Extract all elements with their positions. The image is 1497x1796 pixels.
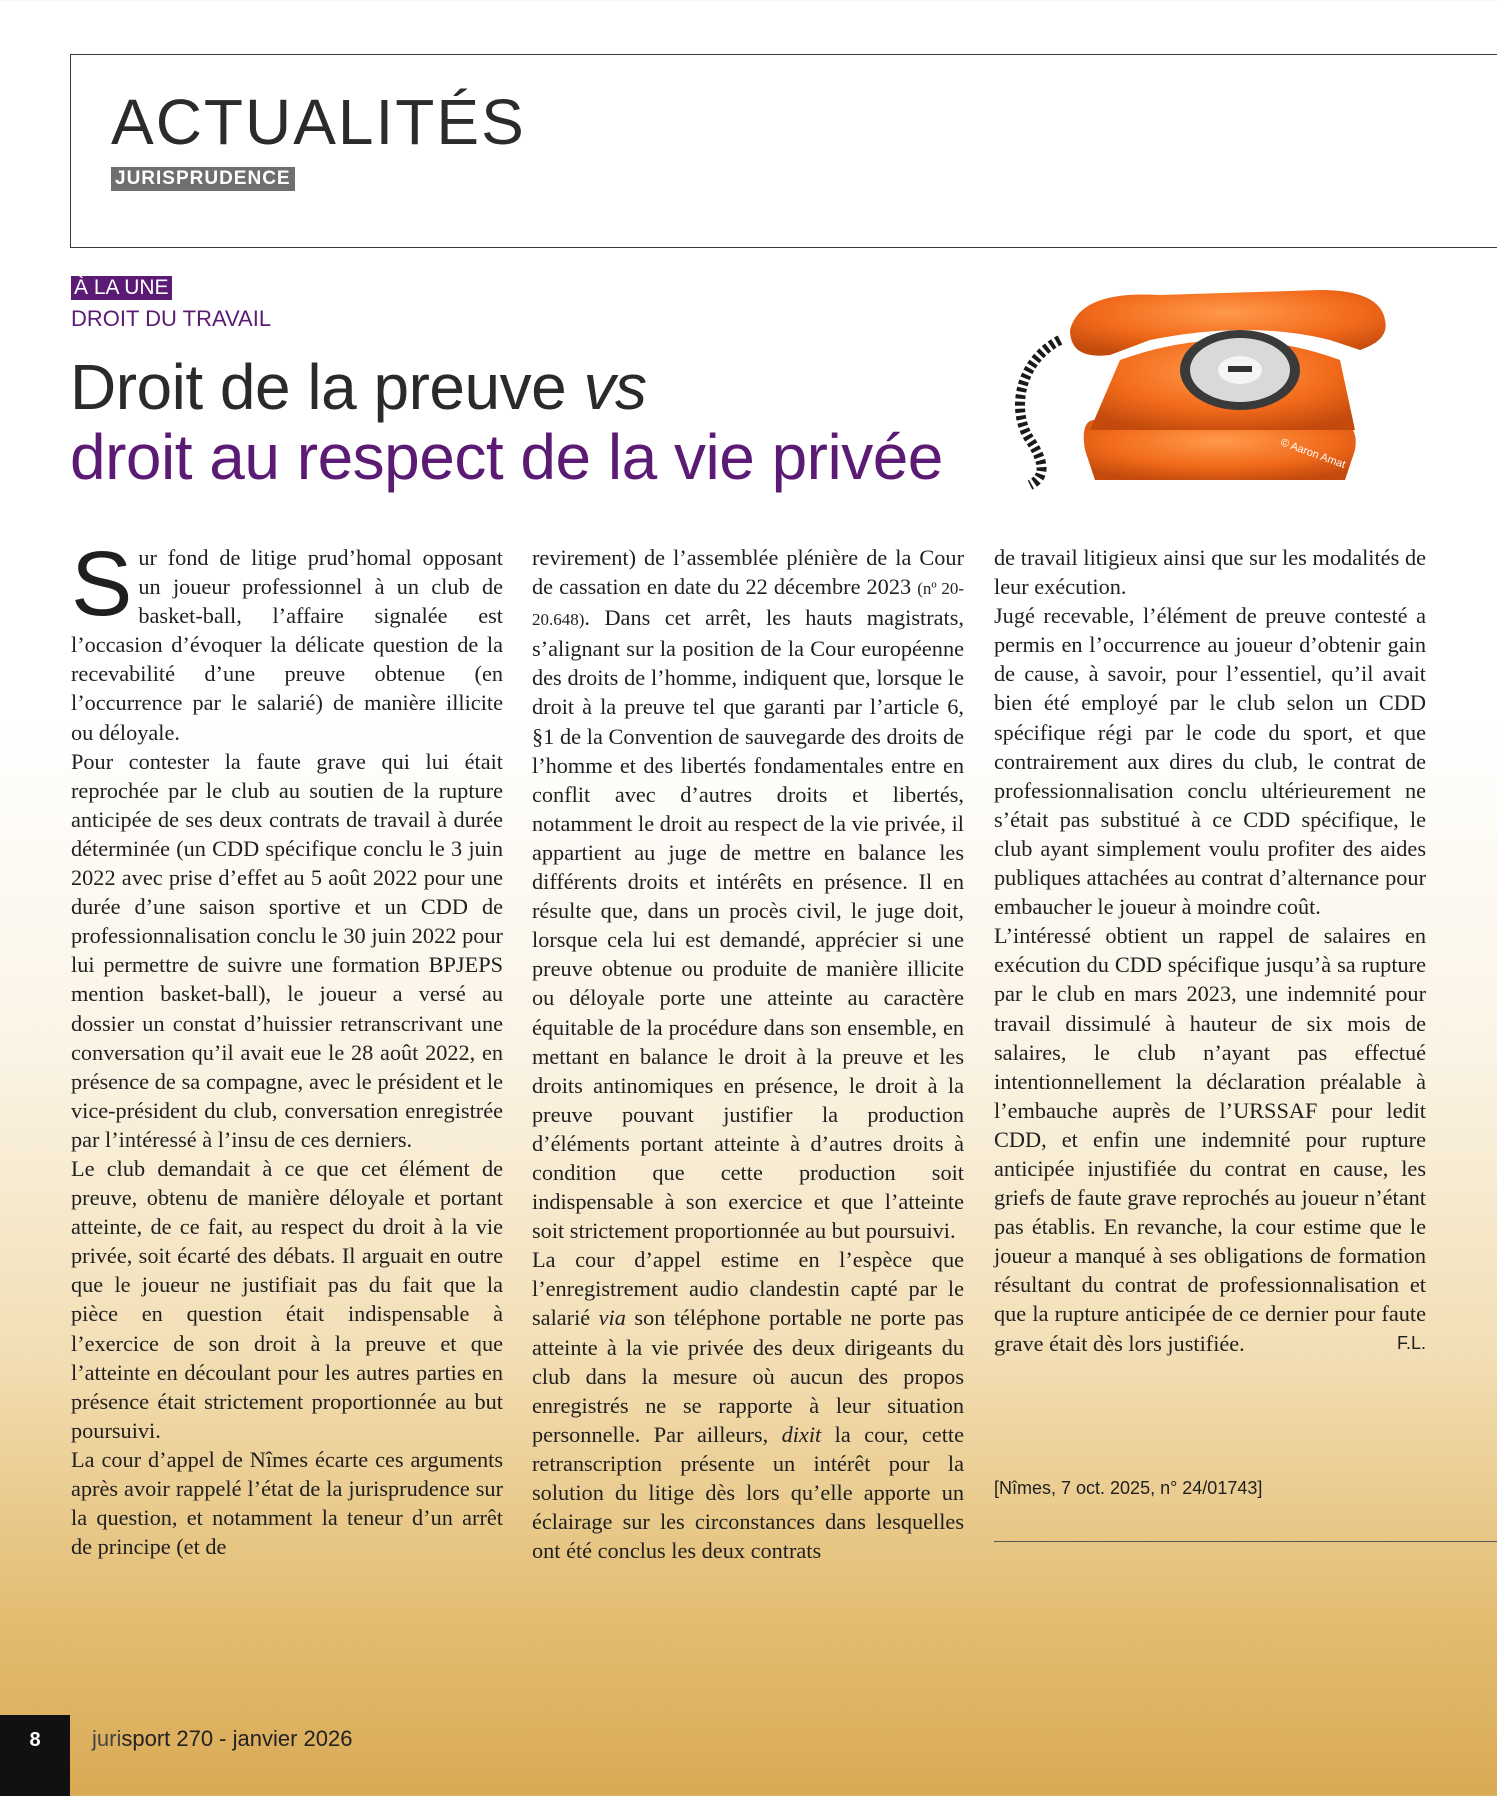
case-reference: [Nîmes, 7 oct. 2025, n° 24/01743]: [994, 1478, 1263, 1498]
section-tag: JURISPRUDENCE: [111, 167, 295, 191]
article-column-3: [994, 543, 1426, 1358]
author-signature: F.L.: [1396, 1332, 1426, 1353]
article-title: [70, 352, 970, 492]
paragraph: Jugé recevable, l’élément de preuve contesté a permis en l’occurrence au joueur d’obtenir gain de cause, à savoir, pour l’essentiel, qu’il avait bien été employé par le club selon un CDD spécifique régi par le code du sport, et que contrairement aux dires du club, le contrat de professionnalisation conclu ultérieurement ne s’était pas substitué à ce CDD spécifique, le club ayant simplement voulu profiter des aides publiques attachées au contrat d’alternance pour embaucher le joueur à moindre coût.: [994, 603, 1426, 920]
title-line-1: Droit de la preuve vs: [70, 351, 647, 423]
kicker-badge: À LA UNE: [71, 276, 172, 300]
article-column-1: [71, 533, 503, 1561]
paragraph: Pour contester la faute grave qui lui était reprochée par le club au soutien de la rupture anticipée de ses deux contrats de travail à durée déterminée (un CDD spécifique conclu le 3 juin 2022 avec prise d’effet au 5 août 2022 pour une durée d’une saison sportive et un CDD de professionnalisation conclu le 30 juin 2022 pour lui permettre de suivre une formation BPJEPS mention basket-ball), le joueur a versé au dossier un constat d’huissier retranscrivant une conversation qu’il avait eue le 28 août 2022, en présence de sa compagne, avec le président et le vice-président du club, conversation enregistrée par l’intéressé à l’insu de ces derniers.: [71, 748, 503, 1152]
section-header: [70, 54, 1497, 248]
drop-cap: S: [71, 533, 133, 635]
paragraph: Sur fond de litige prud’homal opposant un joueur professionnel à un club de basket-ball, l’affaire signalée est l’occasion d’évoquer la délicate question de la recevabilité d’une preuve obtenue (en l’occurrence par le salarié) de manière illicite ou déloyale.: [71, 533, 503, 745]
article-column-2: [532, 543, 964, 1565]
rotary-phone-image: [1000, 280, 1420, 500]
photo-credit: © Aaron Amat: [1278, 436, 1348, 472]
article-category: DROIT DU TRAVAIL: [71, 306, 272, 331]
section-title: ACTUALITÉS: [111, 86, 526, 158]
paragraph: L’intéressé obtient un rappel de salaires en exécution du CDD spécifique jusqu’à sa rupture par le club en mars 2023, une indemnité pour travail dissimulé à hauteur de six mois de salaires, le club n’ayant pas effectué intentionnellement la déclaration préalable à l’embauche auprès de l’URSSAF pour ledit CDD, et enfin une indemnité pour rupture anticipée injustifiée du contrat en cause, les griefs de faute grave reprochés au joueur n’étant pas établis. En revanche, la cour estime que le joueur a manqué à ses obligations de formation résultant du contrat de professionnalisation et que la rupture anticipée de ce dernier pour faute grave était dès lors justifiée. F.L.: [994, 921, 1426, 1357]
paragraph: La cour d’appel de Nîmes écarte ces arguments après avoir rappelé l’état de la jurisprudence sur la question, et notamment la teneur d’un arrêt de principe (et de: [71, 1446, 503, 1560]
publication-footer: jurisport 270 - janvier 2026: [92, 1726, 353, 1751]
paragraph: revirement) de l’assemblée plénière de la Cour de cassation en date du 22 décembre 2023 (nº 20-20.648). Dans cet arrêt, les hauts magistrats, s’alignant sur la position de la Cour européenne des droits de l’homme, indiquent que, lorsque le droit à la preuve tel que garanti par l’article 6, §1 de la Convention de sauvegarde des droits de l’homme et des libertés fondamentales entre en conflit avec d’autres droits et libertés, notamment le droit au respect de la vie privée, il appartient au juge de mettre en balance les différents droits et intérêts en présence. Il en résulte que, dans un procès civil, le juge doit, lorsque cela lui est demandé, apprécier si une preuve obtenue ou produite de manière illicite ou déloyale porte une atteinte au caractère équitable de la procédure dans son ensemble, en mettant en balance le droit à la preuve et les droits antinomiques en présence, le droit à la preuve pouvant justifier la production d’éléments portant atteinte à d’autres droits à condition que cette production soit indispensable à son exercice et que l’atteinte soit strictement proportionnée au but poursuivi.: [532, 545, 965, 1244]
paragraph: de travail litigieux ainsi que sur les modalités de leur exécution.: [994, 545, 1426, 600]
divider: [994, 1541, 1497, 1542]
title-line-2: droit au respect de la vie privée: [70, 421, 943, 493]
paragraph: Le club demandait à ce que cet élément de preuve, obtenu de manière déloyale et portant atteinte, de ce fait, au respect du droit à la vie privée, soit écarté des débats. Il arguait en outre que le joueur ne justifiait pas du fait que la pièce en question était indispensable à l’exercice de son droit à la preuve et que l’atteinte en découlant pour les autres parties en présence était strictement proportionnée au but poursuivi.: [71, 1155, 503, 1443]
paragraph: La cour d’appel estime en l’espèce que l’enregistrement audio clandestin capté par le salarié via son téléphone portable ne porte pas atteinte à la vie privée des deux dirigeants du club dans la mesure où aucun des propos enregistrés ne se rapporte à leur situation personnelle. Par ailleurs, dixit la cour, cette retranscription présente un intérêt pour la solution du litige dès lors qu’elle apporte un éclairage sur les circonstances dans lesquelles ont été conclus les deux contrats: [532, 1247, 964, 1564]
page-number: 8: [0, 1715, 70, 1796]
